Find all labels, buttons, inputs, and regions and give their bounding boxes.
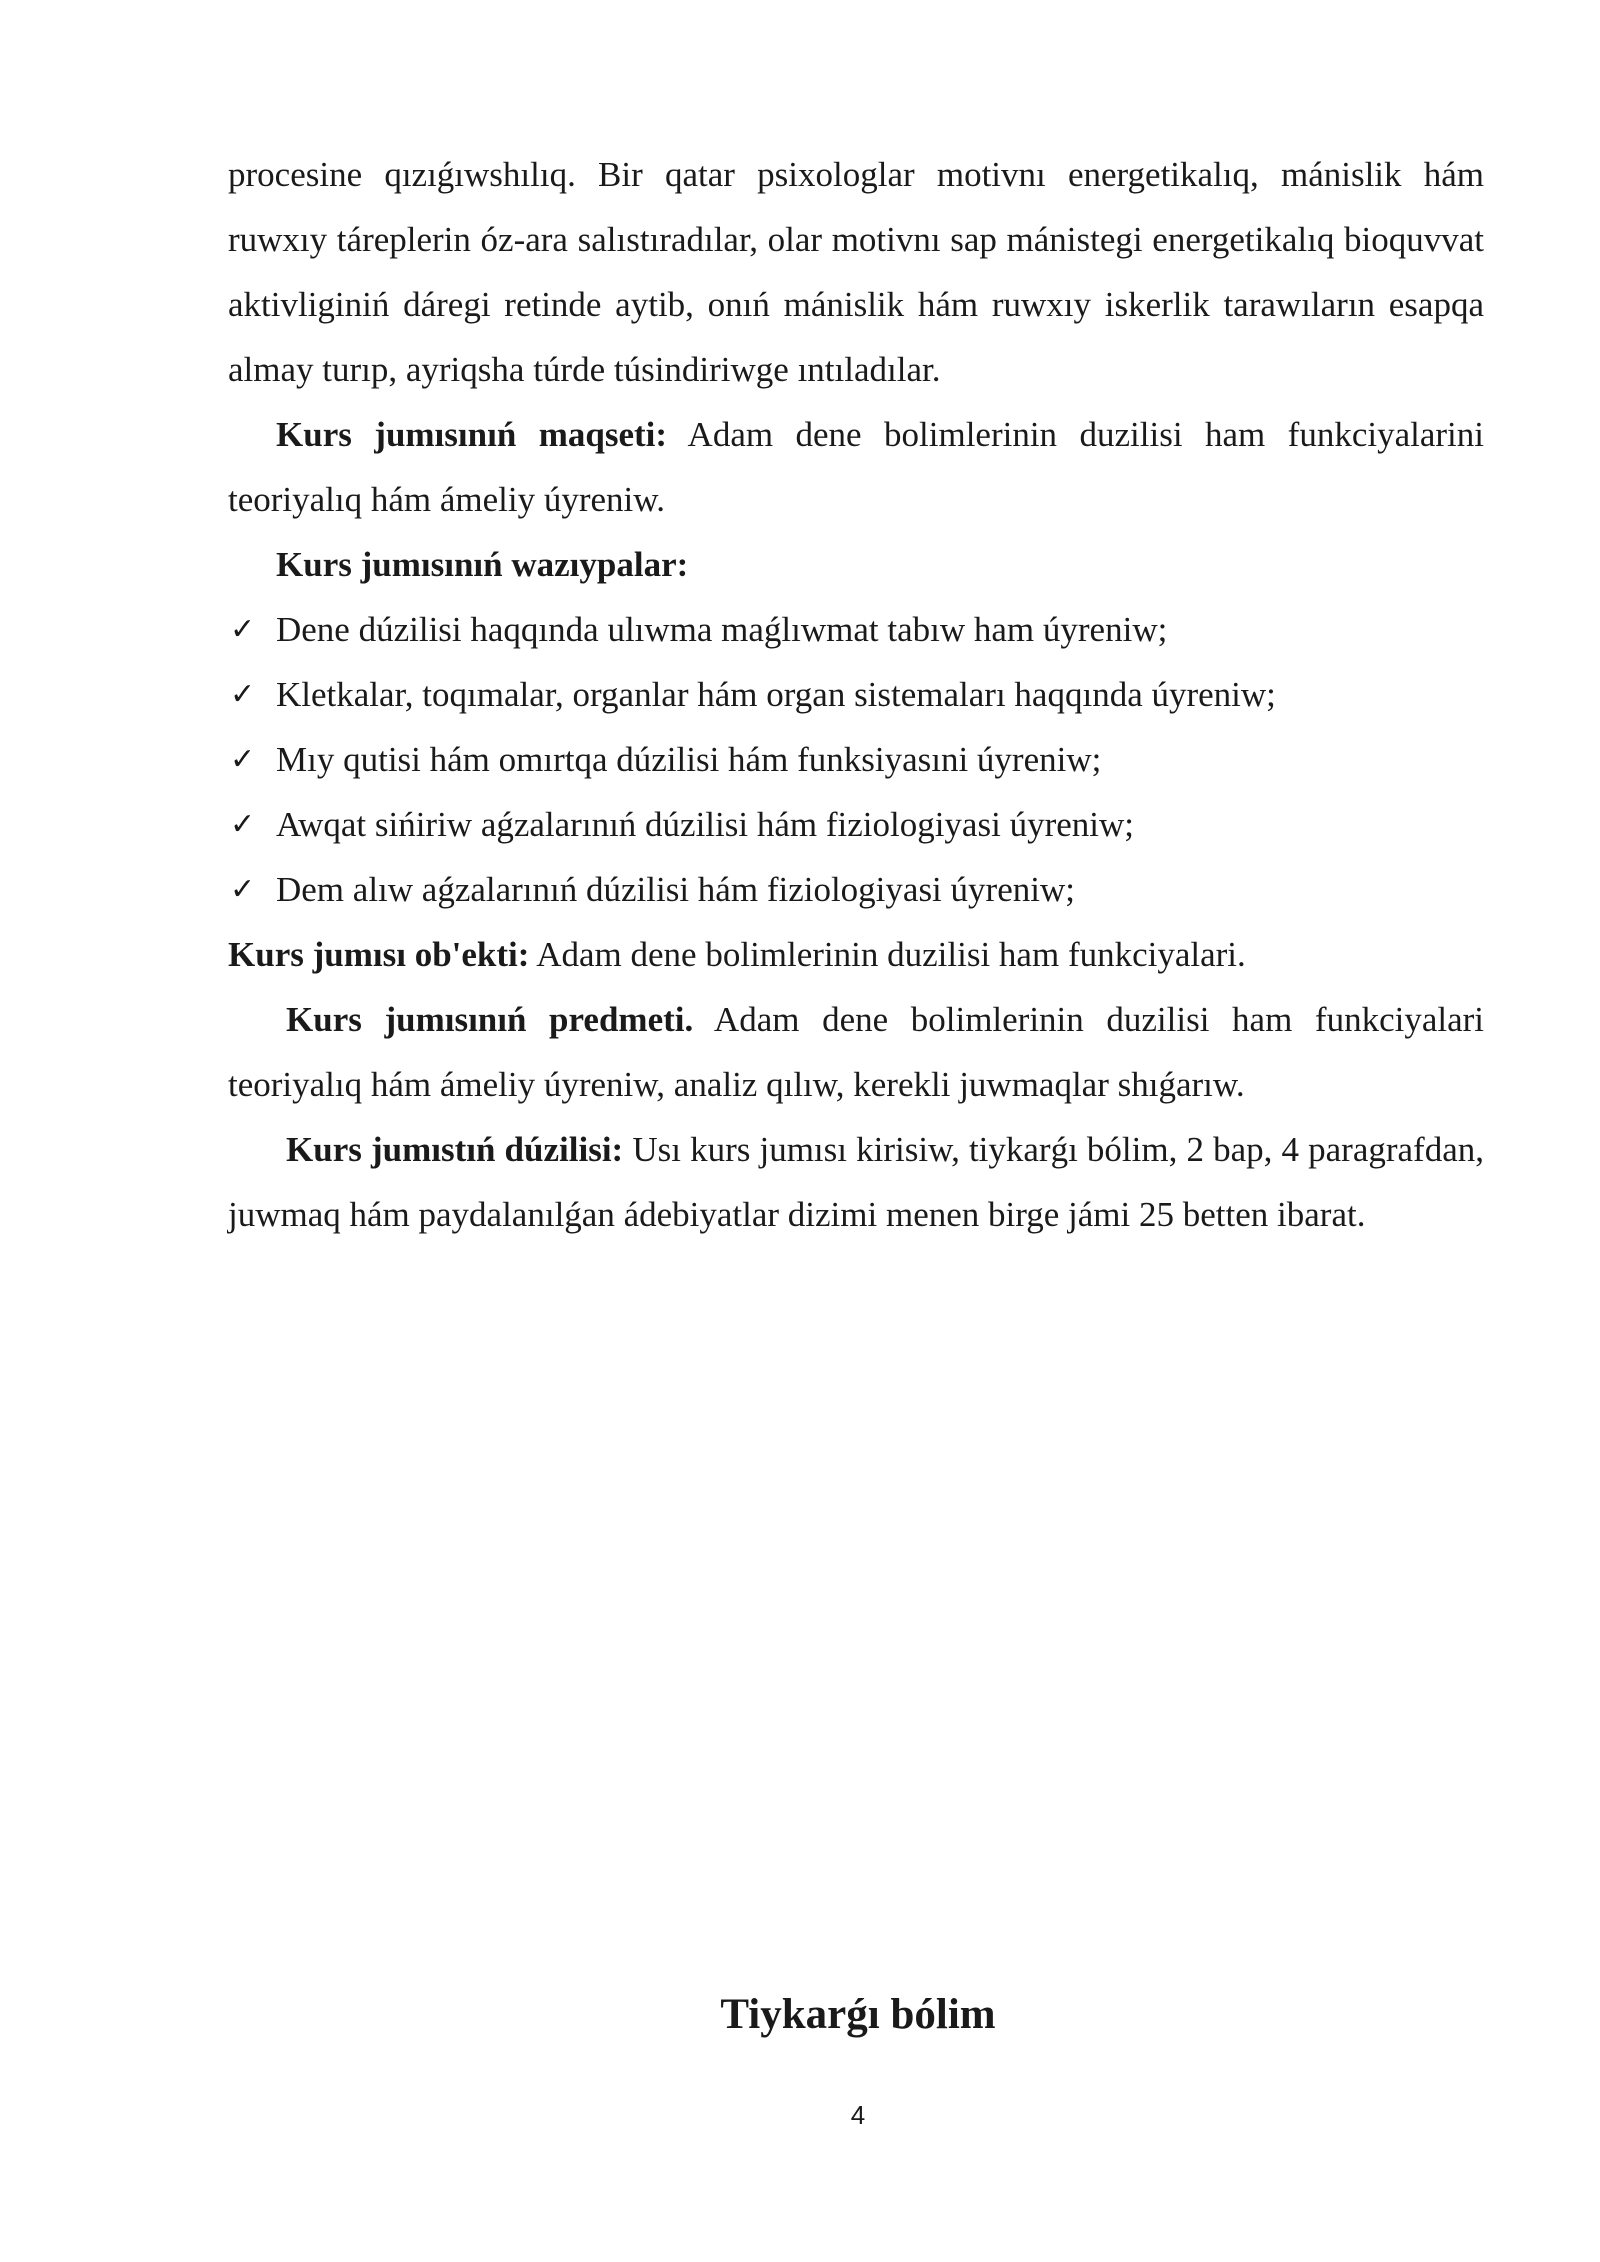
page-number: 4 (850, 2100, 866, 2130)
subject-text: Adam dene bolimlerinin duzilisi ham funkciyalari teoriyalıq hám ámeliy úyreniw, analiz qılıw, kerekli juwmaqlar shıǵarıw. (228, 1000, 1484, 1104)
subject-paragraph (228, 987, 1484, 1117)
checkmark-icon: ✓ (230, 677, 256, 712)
goal-paragraph (228, 402, 1484, 532)
tasks-list (228, 597, 1484, 922)
structure-text: Usı kurs jumısı kirisiw, tiykarǵı bólim, 2 bap, 4 paragrafdan, juwmaq hám paydalanılǵan ádebiyatlar dizimi menen birge jámi 25 betten ibarat. (228, 1130, 1484, 1234)
checkmark-icon: ✓ (230, 807, 256, 842)
checkmark-icon: ✓ (230, 612, 256, 647)
goal-text: Adam dene bolimlerinin duzilisi ham funkciyalarini teoriyalıq hám ámeliy úyreniw. (228, 415, 1484, 519)
list-item (228, 857, 1484, 922)
object-paragraph (228, 922, 1484, 987)
goal-label: Kurs jumısınıń maqseti: (276, 415, 668, 454)
checkmark-icon: ✓ (230, 742, 256, 777)
list-item (228, 597, 1484, 662)
structure-paragraph (228, 1117, 1484, 1247)
task-text: Mıy qutisi hám omırtqa dúzilisi hám funksiyasıni úyreniw; (276, 740, 1102, 779)
intro-paragraph: procesine qızıǵıwshılıq. Bir qatar psixologlar motivnı energetikalıq, mánislik hám ruwxıy táreplerin óz-ara salıstıradılar, olar motivnı sap mánistegi energetikalıq bioquvvat aktivliginiń dáregi retinde aytib, onıń mánislik hám ruwxıy iskerlik tarawıların esapqa almay turıp, ayriqsha túrde túsindiriwge ıntıladılar. (228, 155, 1484, 389)
task-text: Kletkalar, toqımalar, organlar hám organ sistemaları haqqında úyreniw; (276, 675, 1276, 714)
structure-label: Kurs jumıstıń dúzilisi: (286, 1130, 624, 1169)
subject-label: Kurs jumısınıń predmeti. (286, 1000, 694, 1039)
task-text: Dene dúzilisi haqqında ulıwma maǵlıwmat tabıw ham úyreniw; (276, 610, 1168, 649)
object-text: Adam dene bolimlerinin duzilisi ham funkciyalari. (529, 935, 1246, 974)
list-item (228, 792, 1484, 857)
object-label: Kurs jumısı ob'ekti: (228, 935, 530, 974)
task-text: Dem alıw aǵzalarınıń dúzilisi hám fiziologiyasi úyreniw; (276, 870, 1075, 909)
tasks-heading: Kurs jumısınıń wazıypalar: (276, 545, 689, 584)
document-body (228, 142, 1484, 1247)
list-item (228, 662, 1484, 727)
list-item (228, 727, 1484, 792)
task-text: Awqat sińiriw aǵzalarınıń dúzilisi hám fiziologiyasi úyreniw; (276, 805, 1134, 844)
section-title: Tiykarǵı bólim (720, 1991, 996, 2038)
checkmark-icon: ✓ (230, 872, 256, 907)
